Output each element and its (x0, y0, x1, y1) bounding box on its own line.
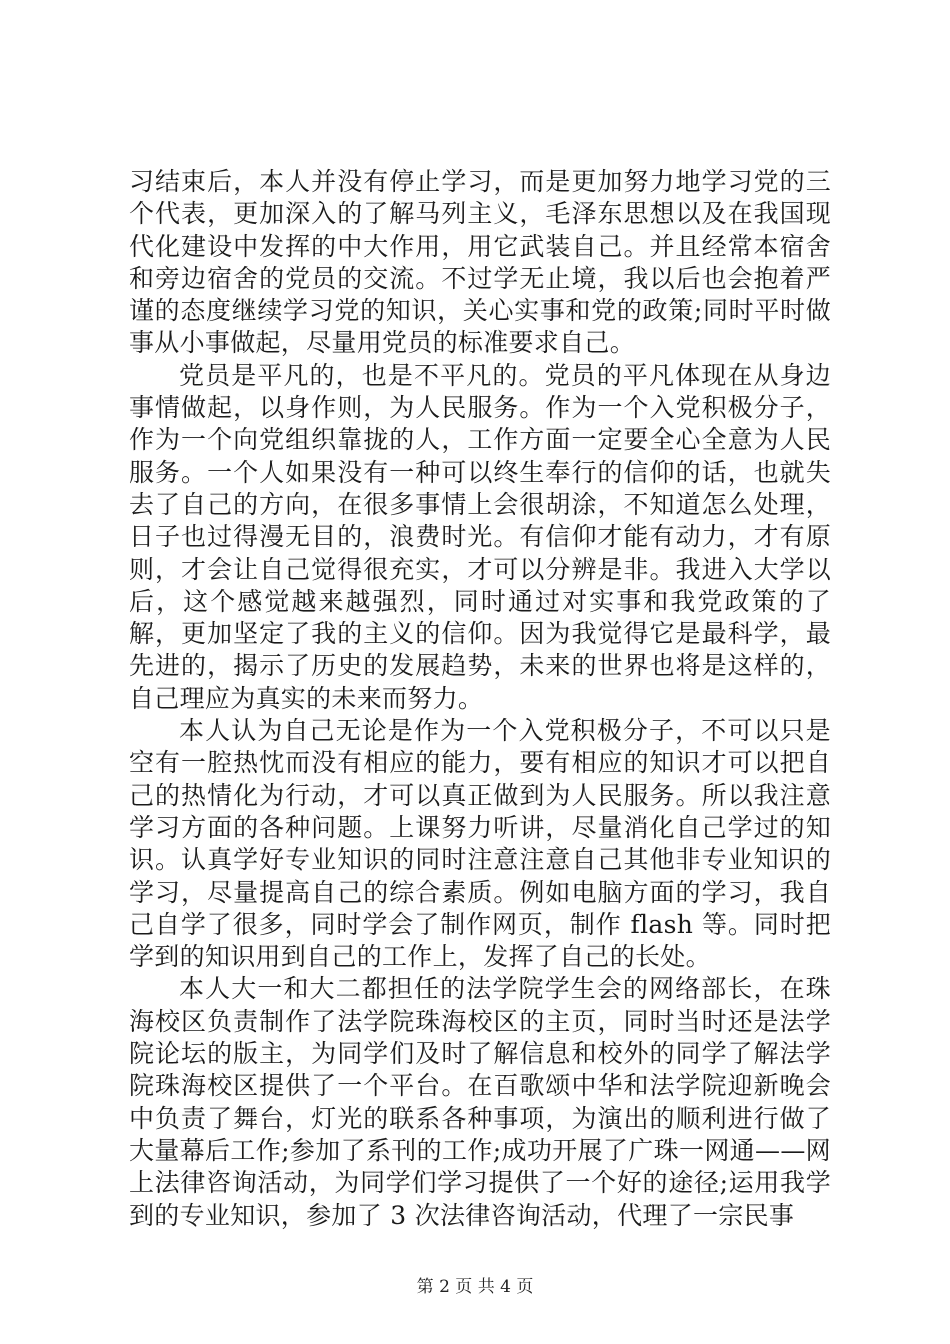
paragraph-3: 本人认为自己无论是作为一个入党积极分子，不可以只是空有一腔热忱而没有相应的能力，要有相应的知识才可以把自己的热情化为行动，才可以真正做到为人民服务。所以我注意学习方面的各种问题。上课努力听讲，尽量消化自己学过的知识。认真学好专业知识的同时注意注意自己其他非专业知识的学习，尽量提高自己的综合素质。例如电脑方面的学习，我自己自学了很多，同时学会了制作网页，制作 flash 等。同时把学到的知识用到自己的工作上，发挥了自己的长处。 (129, 716, 831, 972)
paragraph-1: 习结束后，本人并没有停止学习，而是更加努力地学习党的三个代表，更加深入的了解马列主义，毛泽东思想以及在我国现代化建设中发挥的中大作用，用它武装自己。并且经常本宿舍和旁边宿舍的党员的交流。不过学无止境，我以后也会抱着严谨的态度继续学习党的知识，关心实事和党的政策;同时平时做事从小事做起，尽量用党员的标准要求自己。 (129, 167, 831, 358)
paragraph-2: 党员是平凡的，也是不平凡的。党员的平凡体现在从身边事情做起，以身作则，为人民服务。作为一个入党积极分子，作为一个向党组织靠拢的人，工作方面一定要全心全意为人民服务。一个人如果没有一种可以终生奉行的信仰的话，也就失去了自己的方向，在很多事情上会很胡涂，不知道怎么处理，日子也过得漫无目的，浪费时光。有信仰才能有动力，才有原则，才会让自己觉得很充实，才可以分辨是非。我进入大学以后，这个感觉越来越强烈，同时通过对实事和我党政策的了解，更加坚定了我的主义的信仰。因为我觉得它是最科学，最先进的，揭示了历史的发展趋势，未来的世界也将是这样的，自己理应为真实的未来而努力。 (129, 360, 831, 713)
page-number-footer: 第 2 页 共 4 页 (416, 1277, 534, 1297)
paragraph-4: 本人大一和大二都担任的法学院学生会的网络部长，在珠海校区负责制作了法学院珠海校区的主页，同时当时还是法学院论坛的版主，为同学们及时了解信息和校外的同学了解法学院珠海校区提供了一个平台。在百歌颂中华和法学院迎新晚会中负责了舞台，灯光的联系各种事项，为演出的顺利进行做了大量幕后工作;参加了系刊的工作;成功开展了广珠一网通——网上法律咨询活动，为同学们学习提供了一个好的途径;运用我学到的专业知识，参加了 3 次法律咨询活动，代理了一宗民事 (129, 974, 831, 1230)
document-body (129, 166, 831, 1232)
